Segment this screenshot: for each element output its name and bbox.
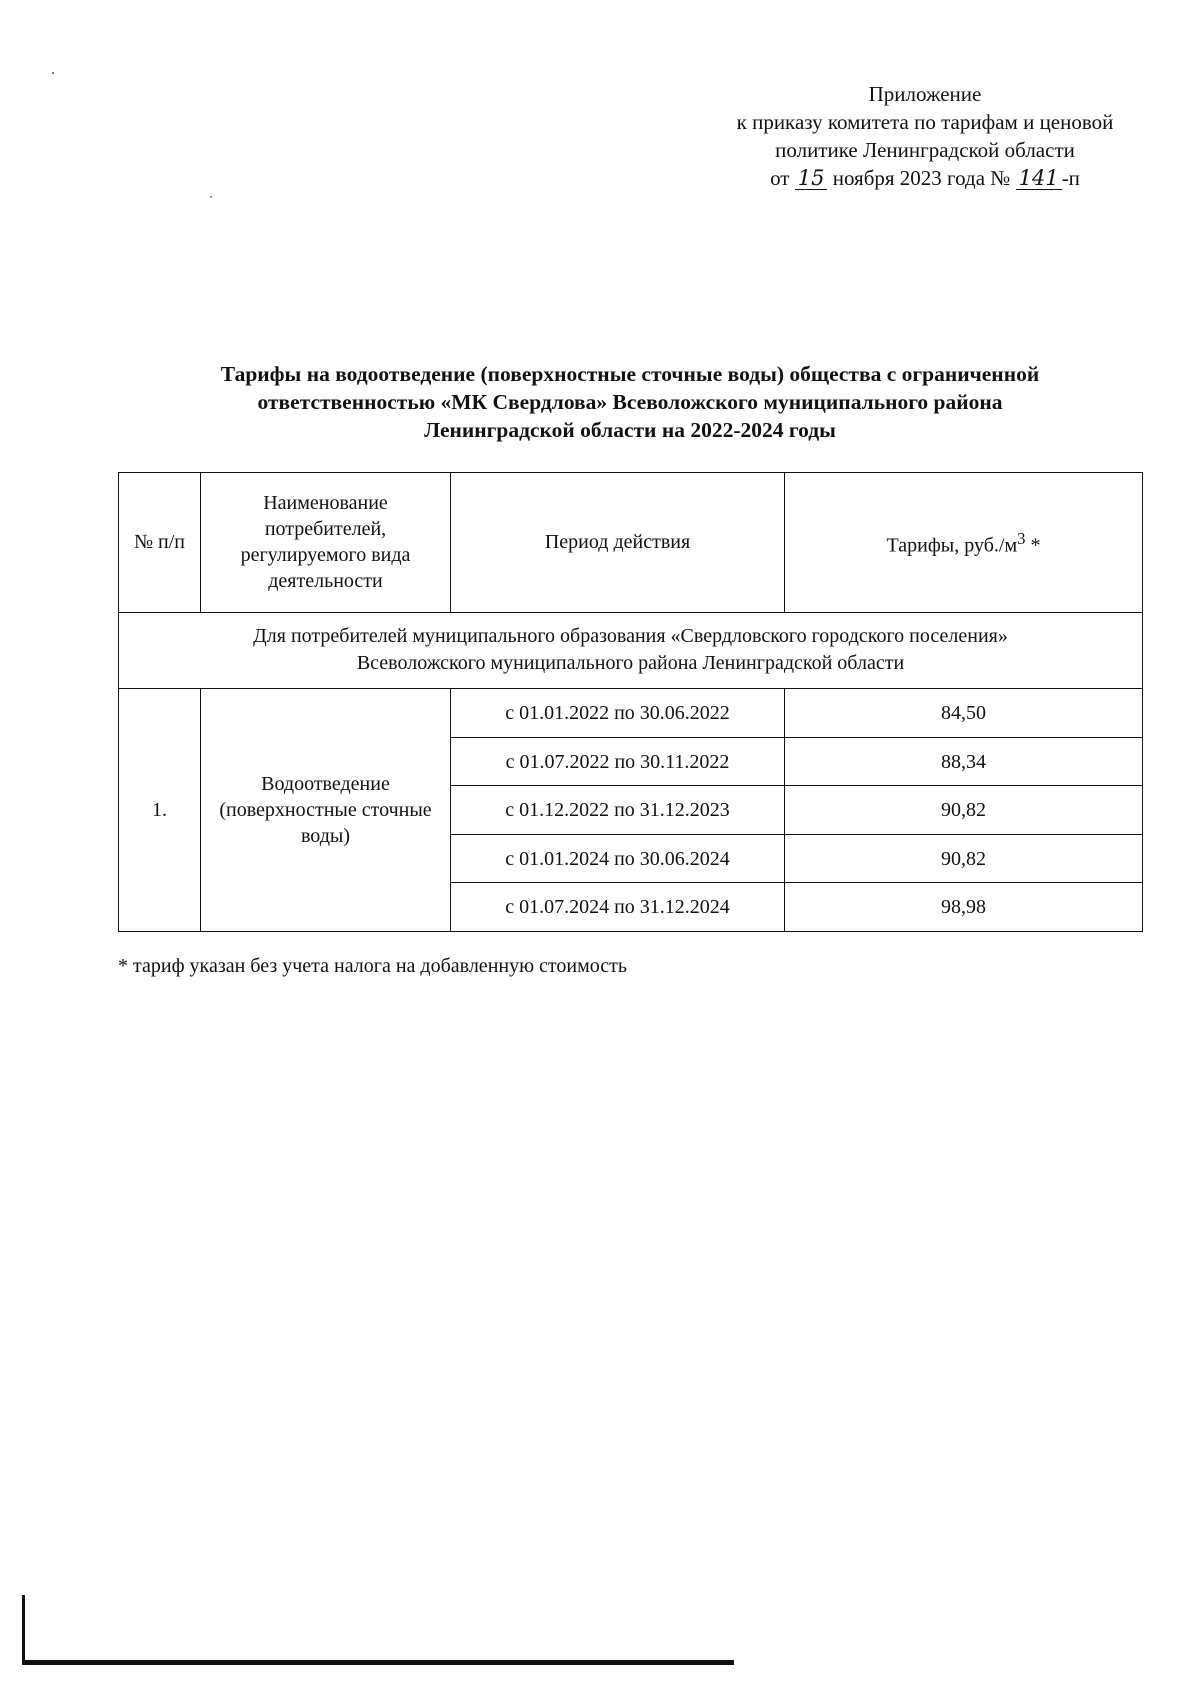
tariff-cell: 84,50 bbox=[785, 689, 1143, 738]
header-consumer-name: Наименование потребителей, регулируемого вида деятельности bbox=[201, 473, 451, 613]
header-period: Период действия bbox=[451, 473, 785, 613]
handwritten-order-number: 141 bbox=[1016, 167, 1062, 190]
title-line-3: Ленинградской области на 2022-2024 годы bbox=[424, 418, 836, 442]
handwritten-day: 15 bbox=[795, 167, 828, 190]
title-line-1: Тарифы на водоотведение (поверхностные сточные воды) общества с ограниченной bbox=[220, 362, 1040, 386]
tariff-cell: 98,98 bbox=[785, 883, 1143, 932]
period-cell: с 01.12.2022 по 31.12.2023 bbox=[451, 786, 785, 835]
region-row bbox=[119, 612, 1143, 689]
tariff-table bbox=[118, 472, 1143, 932]
row-number: 1. bbox=[119, 689, 201, 932]
scan-edge-bottom bbox=[22, 1660, 734, 1665]
header-tariff-superscript: 3 bbox=[1017, 528, 1026, 548]
table-row bbox=[119, 689, 1143, 738]
tariff-cell: 90,82 bbox=[785, 786, 1143, 835]
appendix-committee-line: политике Ленинградской области bbox=[775, 138, 1075, 162]
period-cell: с 01.01.2022 по 30.06.2022 bbox=[451, 689, 785, 738]
tariff-cell: 90,82 bbox=[785, 834, 1143, 883]
title-line-2: ответственностью «МК Свердлова» Всеволожского муниципального района bbox=[257, 390, 1003, 414]
period-cell: с 01.07.2024 по 31.12.2024 bbox=[451, 883, 785, 932]
header-tariff bbox=[785, 473, 1143, 613]
document-title bbox=[120, 360, 1140, 444]
header-number: № п/п bbox=[119, 473, 201, 613]
region-line-2: Всеволожского муниципального района Ленинградской области bbox=[356, 652, 905, 675]
footnote: * тариф указан без учета налога на добавленную стоимость bbox=[118, 955, 627, 977]
header-tariff-text: Тарифы, руб./м bbox=[886, 534, 1018, 557]
scan-speck bbox=[210, 196, 212, 198]
appendix-heading: Приложение bbox=[868, 82, 982, 106]
order-number-suffix: -п bbox=[1061, 166, 1080, 190]
period-cell: с 01.01.2024 по 30.06.2024 bbox=[451, 834, 785, 883]
region-line-1: Для потребителей муниципального образования «Свердловского городского поселения» bbox=[253, 625, 1008, 648]
appendix-order-line: к приказу комитета по тарифам и ценовой bbox=[736, 110, 1114, 134]
row-consumer-name: Водоотведение (поверхностные сточные воды) bbox=[201, 689, 451, 932]
date-month-year: ноября 2023 года № bbox=[832, 166, 1011, 190]
date-prefix: от bbox=[770, 166, 790, 190]
period-cell: с 01.07.2022 по 30.11.2022 bbox=[451, 737, 785, 786]
header-row bbox=[119, 473, 1143, 613]
tariff-cell: 88,34 bbox=[785, 737, 1143, 786]
scan-edge-left bbox=[22, 1595, 25, 1663]
appendix-date-line bbox=[690, 164, 1160, 192]
scan-speck bbox=[52, 72, 54, 74]
header-tariff-asterisk: * bbox=[1025, 534, 1041, 557]
appendix-block bbox=[690, 80, 1160, 192]
region-cell bbox=[119, 612, 1143, 689]
